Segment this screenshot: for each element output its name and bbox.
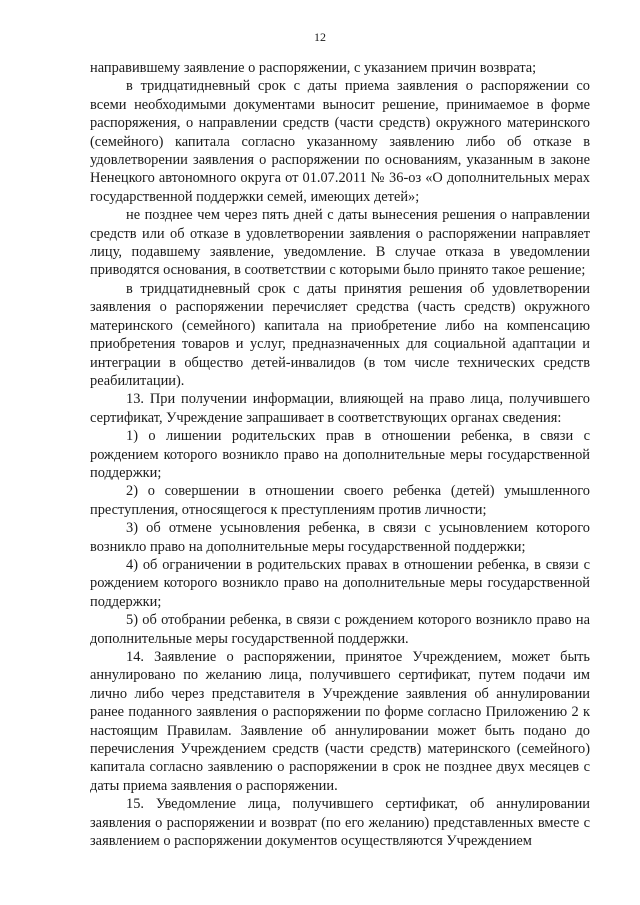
paragraph-clause-13: 13. При получении информации, влияющей на право лица, получившего сертификат, Учреждение запрашивает в соответствующих органах сведения: <box>90 391 590 426</box>
list-item-3: 3) об отмене усыновления ребенка, в связи с усыновлением которого возникло право на дополнительные меры государственной поддержки; <box>90 520 590 555</box>
list-item-1: 1) о лишении родительских прав в отношении ребенка, в связи с рождением которого возникло право на дополнительные меры государственной поддержки; <box>90 428 590 481</box>
paragraph-clause-15: 15. Уведомление лица, получившего сертификат, об аннулировании заявления о распоряжении и возврат (по его желанию) представленных вместе с заявлением о распоряжении документов осуществляются Учреждением <box>90 796 590 850</box>
document-body <box>90 59 590 850</box>
paragraph-transfer: в тридцатидневный срок с даты принятия решения об удовлетворении заявления о распоряжении перечисляет средства (часть средств) окружного материнского (семейного) капитала на приобретение либо на компенсацию приобретения товаров и услуг, предназначенных для социальной адаптации и интеграции в общество детей-инвалидов (в том числе технических средств реабилитации). <box>90 280 590 389</box>
paragraph-notification: не позднее чем через пять дней с даты вынесения решения о направлении средств или об отказе в удовлетворении заявления о распоряжении направляет лицу, подавшему заявление, уведомление. В случае отказа в уведомлении приводятся основания, в соответствии с которыми было принято такое решение; <box>90 207 590 279</box>
list-item-2: 2) о совершении в отношении своего ребенка (детей) умышленного преступления, относящегося к преступлениям против личности; <box>90 483 590 518</box>
list-item-4: 4) об ограничении в родительских правах в отношении ребенка, в связи с рождением которого возникло право на дополнительные меры государственной поддержки; <box>90 556 590 610</box>
list-item-5: 5) об отобрании ребенка, в связи с рождением которого возникло право на дополнительные меры государственной поддержки. <box>90 612 590 647</box>
page-number: 12 <box>314 30 326 44</box>
paragraph-continuation: направившему заявление о распоряжении, с указанием причин возврата; <box>90 60 537 76</box>
paragraph-clause-14: 14. Заявление о распоряжении, принятое Учреждением, может быть аннулировано по желанию лица, получившего сертификат, путем подачи им лично либо через представителя в Учреждение заявления об аннулировании ранее поданного заявления о распоряжении по форме согласно Приложению 2 к настоящим Правилам. Заявление об аннулировании может быть подано до перечисления Учреждением средств (части средств) материнского (семейного) капитала согласно заявлению о распоряжении в срок не позднее двух месяцев с даты приема заявления о распоряжении. <box>90 649 590 794</box>
paragraph-decision-term: в тридцатидневный срок с даты приема заявления о распоряжении со всеми необходимыми документами выносит решение, принимаемое в форме распоряжения, о направлении средств (части средств) окружного материнского (семейного) капитала согласно указанному заявлению либо об отказе в удовлетворении заявления о распоряжении по основаниям, указанным в законе Ненецкого автономного округа от 01.07.2011 № 36-оз «О дополнительных мерах государственной поддержки семей, имеющих детей»; <box>90 78 590 205</box>
